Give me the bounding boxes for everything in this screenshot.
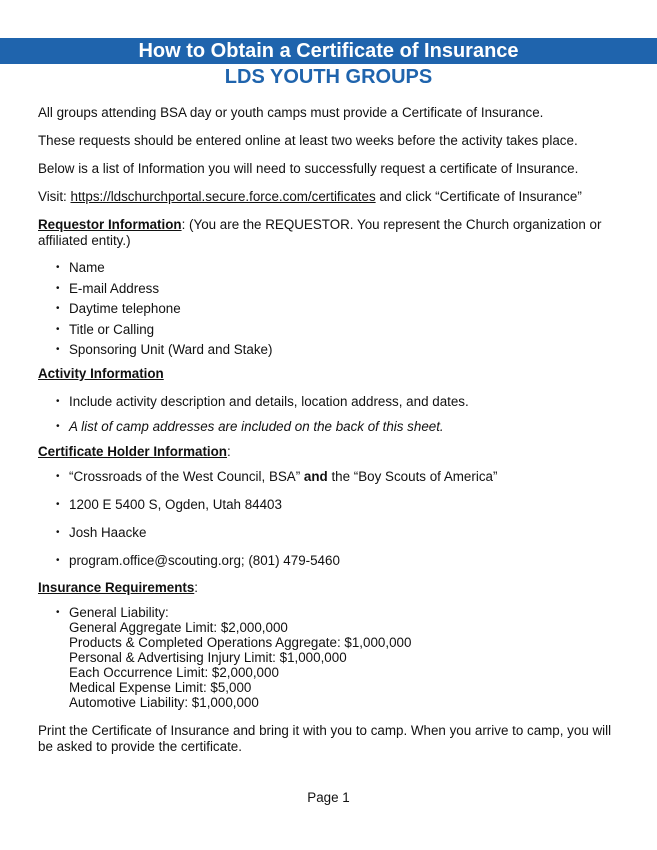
visit-line: [38, 189, 628, 205]
closing-paragraph: Print the Certificate of Insurance and bring it with you to camp. When you arrive to camp, you will be asked to provide the certificate.: [38, 723, 612, 754]
visit-prefix: Visit:: [38, 189, 71, 204]
list-item: • A list of camp addresses are included on the back of this sheet.: [38, 419, 628, 435]
activity-list: [38, 394, 628, 435]
requestor-note: : (You are the REQUESTOR. You represent the Church organization or affiliated entity.): [38, 217, 602, 248]
insurance-line: Automotive Liability: $1,000,000: [69, 695, 259, 710]
requestor-heading: Requestor Information: [38, 217, 182, 232]
list-item: • Daytime telephone: [38, 301, 628, 317]
list-item: • Name: [38, 260, 628, 276]
insurance-section: [38, 580, 628, 596]
insurance-line: Personal & Advertising Injury Limit: $1,000,000: [69, 650, 347, 665]
page-title: How to Obtain a Certificate of Insurance: [138, 40, 519, 62]
list-item: • Josh Haacke: [38, 525, 628, 541]
list-item: • Title or Calling: [38, 322, 628, 338]
certificates-link[interactable]: https://ldschurchportal.secure.force.com/certificates: [70, 189, 376, 204]
page-subtitle: LDS YOUTH GROUPS: [224, 66, 433, 88]
insurance-line: Each Occurrence Limit: $2,000,000: [69, 665, 279, 680]
insurance-colon: :: [194, 580, 199, 595]
activity-heading: Activity Information: [38, 366, 164, 381]
intro-paragraph-2: These requests should be entered online at least two weeks before the activity takes place.: [38, 133, 578, 148]
list-item: [38, 605, 628, 710]
requestor-section: [38, 217, 628, 249]
insurance-line: Products & Completed Operations Aggregate: $1,000,000: [69, 635, 412, 650]
insurance-line: • General Liability:: [69, 605, 169, 620]
activity-section: [38, 366, 628, 382]
title-banner: [0, 38, 657, 64]
page-number: Page 1: [307, 790, 350, 805]
holder-bsa: the “Boy Scouts of America”: [327, 469, 498, 484]
list-item: • program.office@scouting.org; (801) 479-5460: [38, 553, 628, 569]
list-item: • Include activity description and details, location address, and dates.: [38, 394, 628, 410]
insurance-list: [38, 605, 628, 710]
insurance-line: General Aggregate Limit: $2,000,000: [69, 620, 288, 635]
holder-section: [38, 444, 628, 460]
holder-council: “Crossroads of the West Council, BSA”: [69, 469, 301, 484]
holder-list: [38, 469, 628, 569]
insurance-heading: Insurance Requirements: [38, 580, 195, 595]
intro-paragraph-3: Below is a list of Information you will need to successfully request a certificate of Insurance.: [38, 161, 579, 176]
list-item: • 1200 E 5400 S, Ogden, Utah 84403: [38, 497, 628, 513]
requestor-list: [38, 260, 628, 358]
holder-colon: :: [226, 444, 231, 459]
holder-and: and: [300, 469, 328, 484]
list-item: • E-mail Address: [38, 281, 628, 297]
insurance-line: Medical Expense Limit: $5,000: [69, 680, 252, 695]
visit-suffix: and click “Certificate of Insurance”: [375, 189, 582, 204]
holder-heading: Certificate Holder Information: [38, 444, 227, 459]
intro-paragraph-1: All groups attending BSA day or youth camps must provide a Certificate of Insurance.: [38, 105, 544, 120]
list-item: • Sponsoring Unit (Ward and Stake): [38, 342, 628, 358]
list-item: [38, 469, 628, 485]
